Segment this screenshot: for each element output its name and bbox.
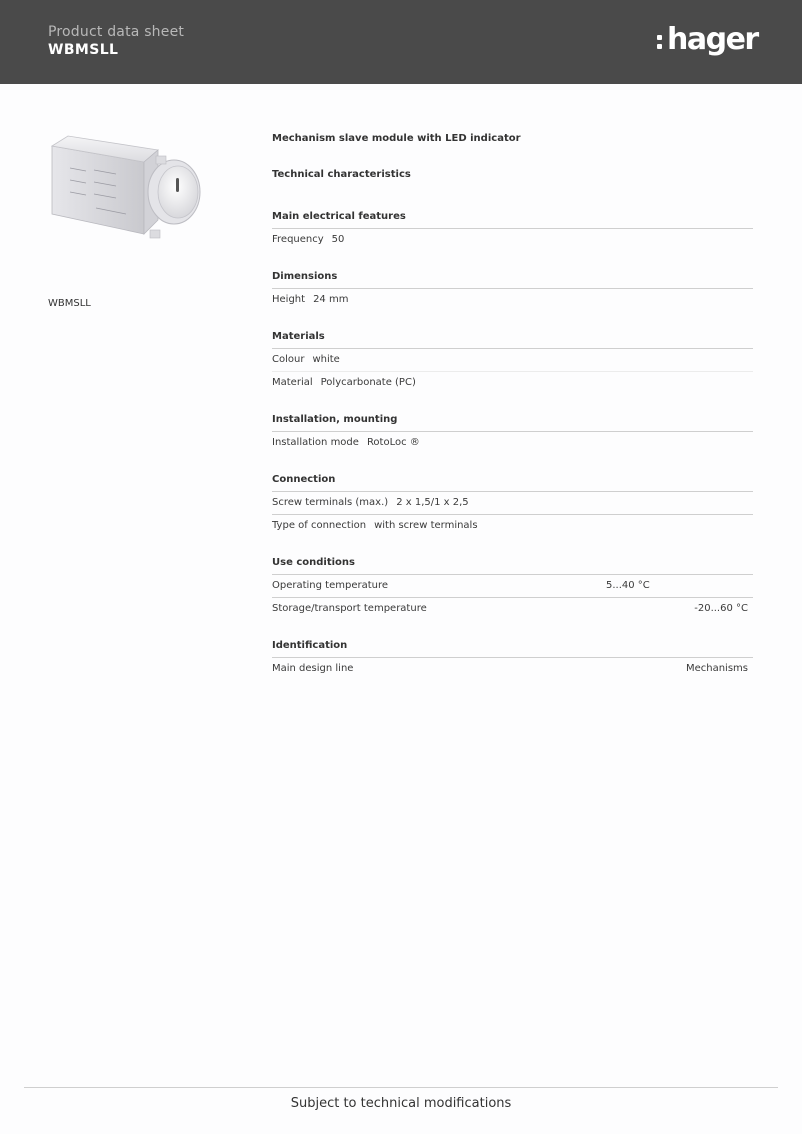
product-code-label: WBMSLL [48,298,91,309]
spec-value: RotoLoc ® [366,437,420,448]
spec-value: 2 x 1,5/1 x 2,5 [396,497,469,508]
section-heading: Main electrical features [272,206,753,229]
spec-value: with screw terminals [374,520,478,531]
logo-dots-icon [656,22,664,52]
spec-row [272,515,753,537]
spec-row [272,658,753,680]
spec-row [272,432,753,454]
spec-label: Colour [272,354,305,365]
section-heading: Connection [272,469,753,492]
spec-value: 5...40 °C [606,580,650,591]
spec-value: Polycarbonate (PC) [320,377,416,388]
spec-label: Operating temperature [272,580,389,591]
spec-label: Type of connection [272,520,367,531]
section-heading: Materials [272,326,753,349]
section-connection [272,469,753,537]
spec-label: Screw terminals (max.) [272,497,389,508]
section-use-conditions [272,552,753,620]
spec-label: Material [272,377,313,388]
section-installation [272,409,753,454]
page-header [0,0,802,84]
spec-label: Installation mode [272,437,359,448]
spec-value: Mechanisms [685,663,748,674]
spec-row [272,289,753,311]
section-heading: Installation, mounting [272,409,753,432]
technical-characteristics-heading: Technical characteristics [272,169,411,180]
spec-label: Height [272,294,306,305]
spec-row [272,349,753,372]
product-title: Mechanism slave module with LED indicator [272,133,521,144]
spec-label: Main design line [272,663,354,674]
spec-label: Frequency [272,234,324,245]
section-heading: Use conditions [272,552,753,575]
spec-row [272,575,753,598]
spec-row [272,229,753,251]
section-dimensions [272,266,753,311]
footer-divider [24,1087,778,1088]
spec-row [272,492,753,515]
header-product-code: WBMSLL [48,42,119,58]
spec-row [272,598,753,620]
spec-value: white [312,354,340,365]
footer-note: Subject to technical modifications [290,1096,512,1111]
section-materials [272,326,753,394]
hager-logo [656,22,758,62]
section-heading: Identification [272,635,753,658]
section-heading: Dimensions [272,266,753,289]
spec-value: -20...60 °C [694,603,748,614]
spec-value: 50 [331,234,345,245]
logo-text: hager [667,22,758,57]
product-image [46,126,206,246]
section-identification [272,635,753,680]
spec-label: Storage/transport temperature [272,603,427,614]
product-details [272,130,753,680]
document-type: Product data sheet [48,24,185,40]
spec-value: 24 mm [313,294,349,305]
spec-row [272,372,753,394]
section-main-electrical [272,206,753,251]
